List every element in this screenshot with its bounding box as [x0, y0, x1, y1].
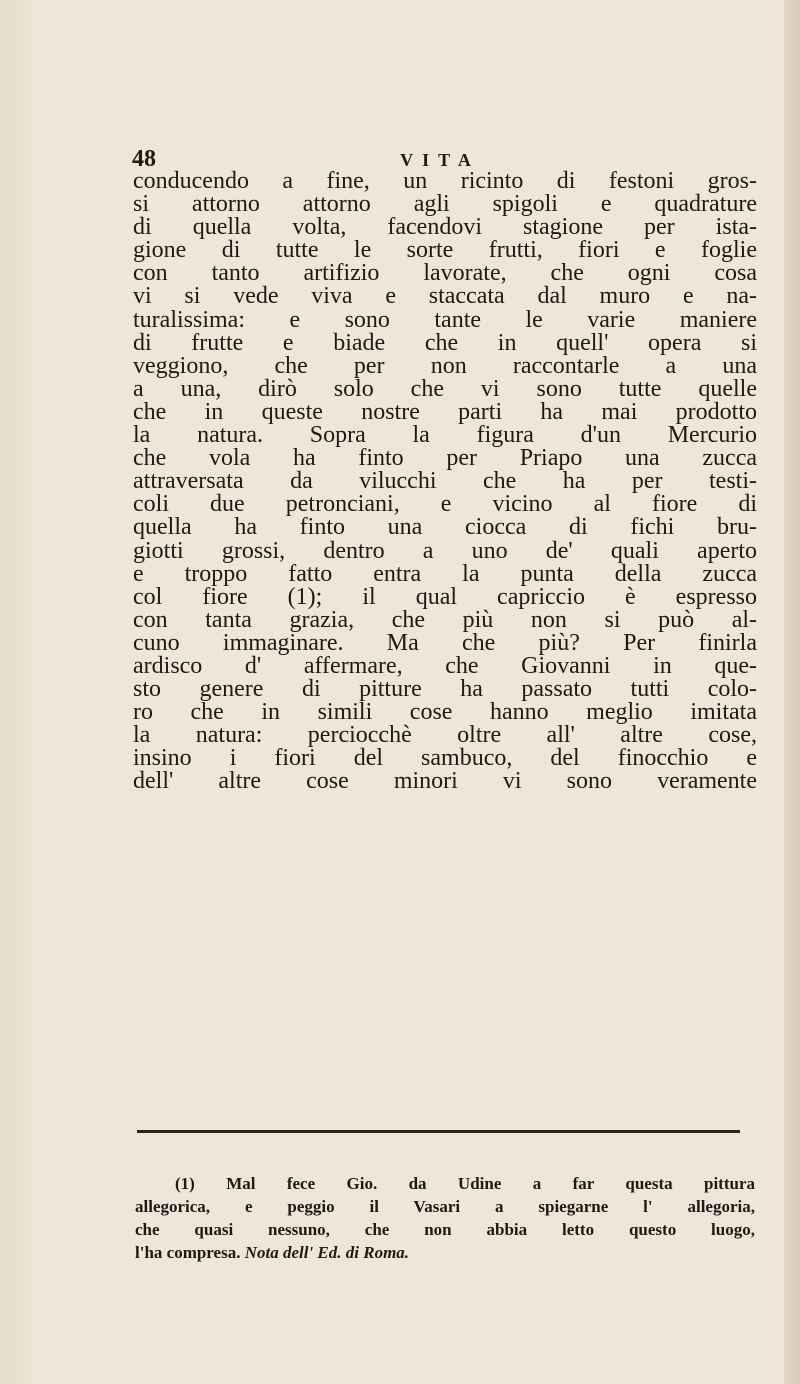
page-number: 48 [132, 146, 156, 172]
body-line: cuno immaginare. Ma che più? Per finirla [133, 629, 757, 656]
body-line: coli due petronciani, e vicino al fiore di [133, 491, 757, 518]
body-line: vi si vede viva e staccata dal muro e na- [133, 283, 757, 310]
body-line: ro che in simili cose hanno meglio imitata [133, 699, 757, 726]
body-line: gione di tutte le sorte frutti, fiori e foglie [133, 237, 757, 264]
footnote-line: che quasi nessuno, che non abbia letto questo luogo, [135, 1220, 755, 1239]
footnote-rule [137, 1130, 740, 1133]
body-line: che vola ha finto per Priapo una zucca [133, 445, 757, 472]
footnote-line: (1) Mal fece Gio. da Udine a far questa pittura [175, 1174, 755, 1193]
body-line: attraversata da vilucchi che ha per testi- [133, 468, 757, 495]
body-line: la natura: perciocchè oltre all' altre cose, [133, 722, 757, 749]
body-line: conducendo a fine, un ricinto di festoni gros- [133, 168, 757, 194]
body-line: e troppo fatto entra la punta della zucca [133, 560, 757, 587]
footnote-attribution: Nota dell' Ed. di Roma. [244, 1243, 410, 1262]
running-head: VITA [400, 150, 480, 170]
body-line: con tanto artifizio lavorate, che ogni cosa [133, 260, 757, 287]
page-shadow [0, 0, 40, 1384]
body-line: col fiore (1); il qual capriccio è espresso [133, 583, 757, 610]
body-line: la natura. Sopra la figura d'un Mercurio [133, 422, 757, 449]
footnote [135, 1172, 755, 1264]
body-line: si attorno attorno agli spigoli e quadrature [133, 191, 757, 218]
footnote-line: allegorica, e peggio il Vasari a spiegarne l' allegoria, [135, 1197, 755, 1216]
body-line: quella ha finto una ciocca di fichi bru- [133, 514, 757, 541]
footnote-line: l'ha compresa. Nota dell' Ed. di Roma. [135, 1243, 410, 1262]
body-line: insino i fiori del sambuco, del finocchio e [133, 745, 757, 772]
body-line: che in queste nostre parti ha mai prodotto [133, 398, 757, 425]
page-edge [784, 0, 800, 1384]
body-line: veggiono, che per non raccontarle a una [133, 352, 757, 379]
body-line: turalissima: e sono tante le varie maniere [133, 306, 757, 333]
body-line: di quella volta, facendovi stagione per ista- [133, 214, 757, 241]
body-line: giotti grossi, dentro a uno de' quali aperto [133, 537, 757, 564]
body-line: dell' altre cose minori vi sono veramente [133, 768, 757, 795]
body-line: con tanta grazia, che più non si può al- [133, 606, 757, 633]
body-text [133, 170, 757, 794]
body-line: di frutte e biade che in quell' opera si [133, 329, 757, 356]
body-line: a una, dirò solo che vi sono tutte quelle [133, 375, 757, 402]
body-line: sto genere di pitture ha passato tutti colo- [133, 676, 757, 703]
body-line: ardisco d' affermare, che Giovanni in que- [133, 652, 757, 679]
